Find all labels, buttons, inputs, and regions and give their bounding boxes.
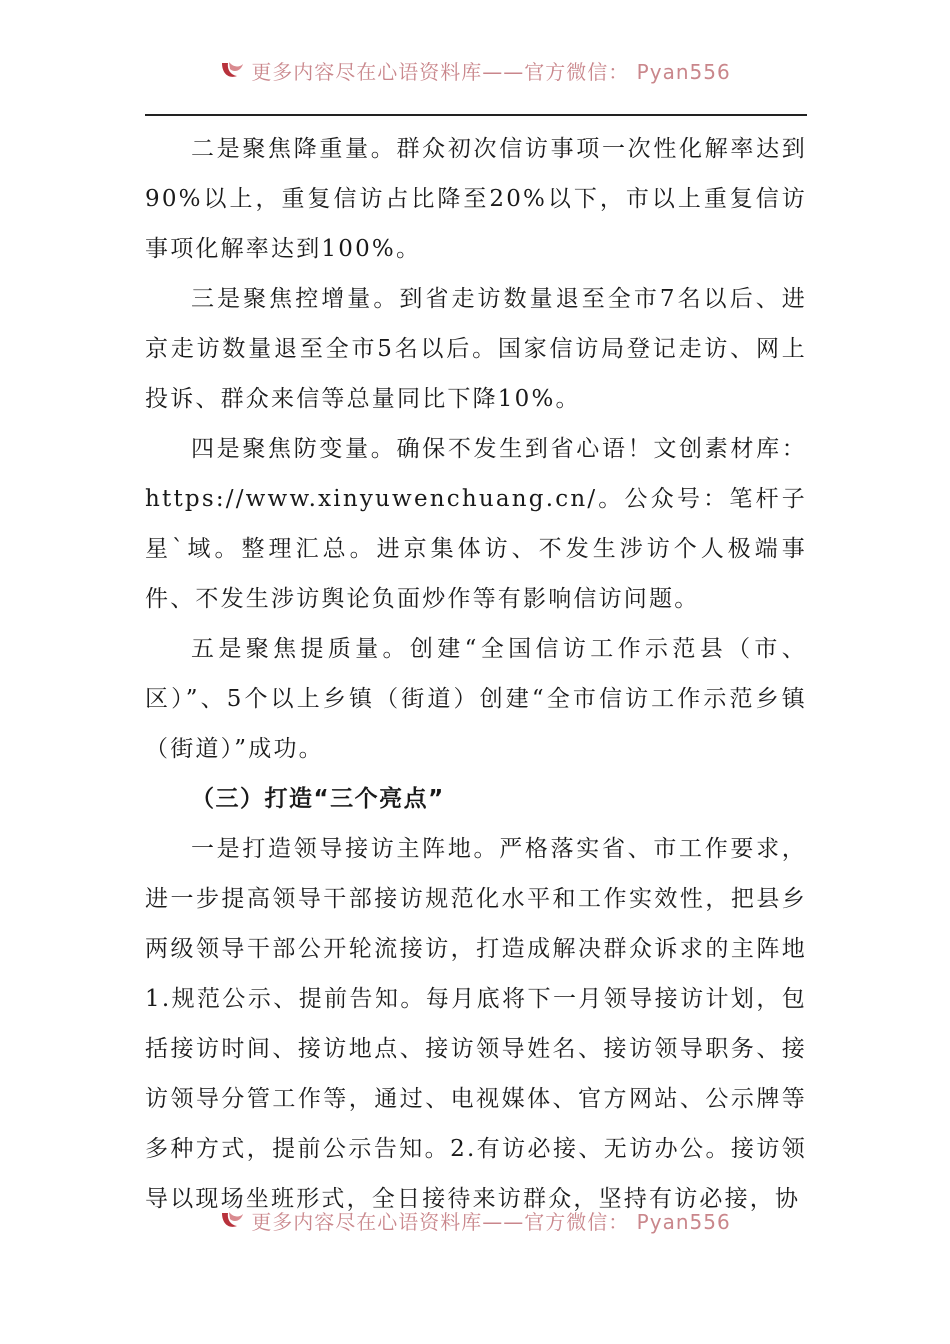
paragraph-leader-reception: 一是打造领导接访主阵地。严格落实省、市工作要求，进一步提高领导干部接访规范化水平和工作实效性，把县乡两级领导干部公开轮流接访，打造成解决群众诉求的主阵地1.规范公示、提前告知。每月底将下一月领导接访计划，包括接访时间、接访地点、接访领导姓名、接访领导职务、接访领导分管工作等，通过、电视媒体、官方网站、公示牌等多种方式，提前公示告知。2.有访必接、无访办公。接访领导以现场坐班形式，全日接待来访群众，坚持有访必接，协	[145, 836, 807, 1212]
watermark-text: 更多内容尽在心语资料库——官方微信： Pyan556	[251, 1209, 731, 1234]
header-watermark	[0, 52, 950, 88]
header-rule	[145, 114, 807, 116]
watermark-text: 更多内容尽在心语资料库——官方微信： Pyan556	[251, 59, 731, 84]
paragraph-reduce-repeat: 二是聚焦降重量。群众初次信访事项一次性化解率达到90%以上，重复信访占比降至20%以下，市以上重复信访事项化解率达到100%。	[145, 136, 807, 262]
watermark-logo-icon	[219, 58, 245, 82]
watermark-logo-icon	[219, 1208, 245, 1232]
section-heading: （三）打造“三个亮点”	[191, 786, 445, 812]
paragraph-control-increase: 三是聚焦控增量。到省走访数量退至全市7名以后、进京走访数量退至全市5名以后。国家信访局登记走访、网上投诉、群众来信等总量同比下降10%。	[145, 286, 807, 412]
paragraph-prevent-variable: 四是聚焦防变量。确保不发生到省心语！文创素材库：https://www.xinyuwenchuang.cn/。公众号：笔杆子星`域。整理汇总。进京集体访、不发生涉访个人极端事件、不发生涉访舆论负面炒作等有影响信访问题。	[145, 436, 807, 612]
footer-watermark	[0, 1202, 950, 1238]
document-body	[145, 124, 807, 1224]
paragraph-improve-quality: 五是聚焦提质量。创建“全国信访工作示范县（市、区）”、5个以上乡镇（街道）创建“全市信访工作示范乡镇（街道）”成功。	[145, 636, 807, 762]
